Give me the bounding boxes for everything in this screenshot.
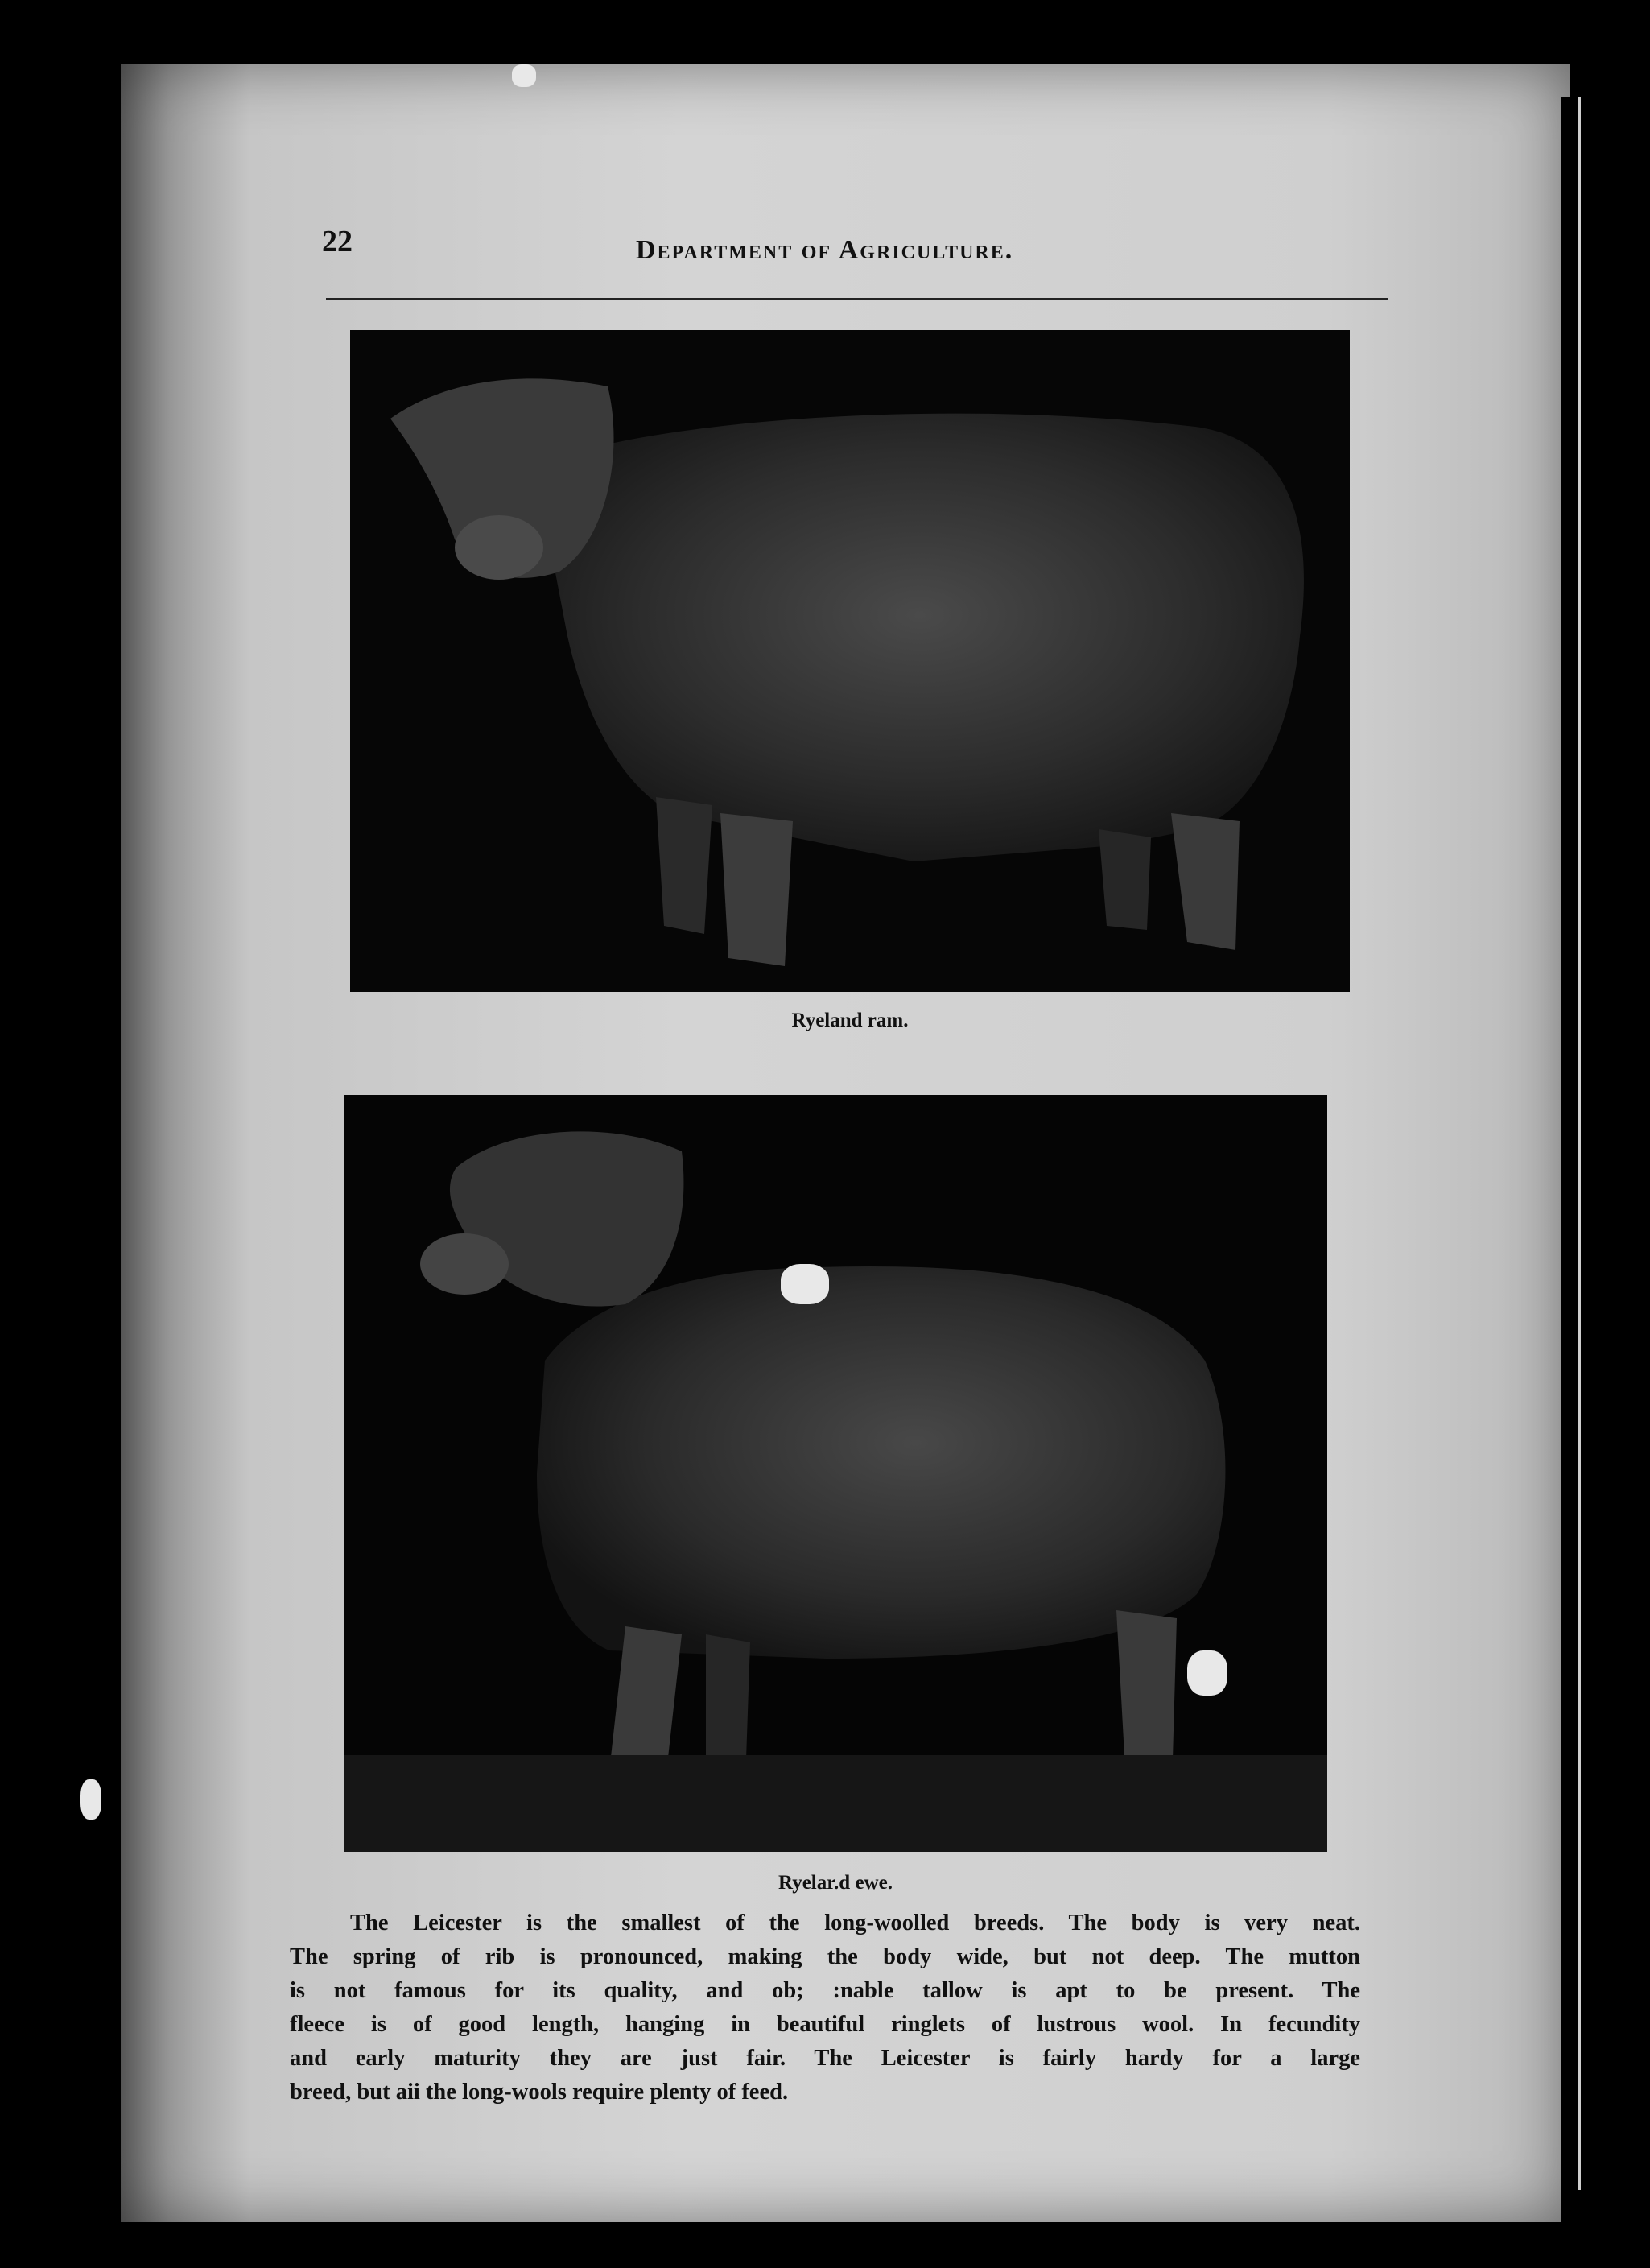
body-line: fleece is of good length, hanging in beautiful ringlets of lustrous wool. In fecundity: [290, 2012, 1360, 2037]
page-number: 22: [322, 225, 353, 258]
running-head: Department of Agriculture.: [636, 235, 1014, 265]
body-line: The Leicester is the smallest of the long-woolled breeds. The body is very neat.: [350, 1911, 1360, 1935]
header-rule: [326, 298, 1388, 300]
ryeland-ram-photo: [350, 330, 1350, 992]
ewe-illustration: [344, 1095, 1327, 1852]
body-paragraph: [290, 1907, 1360, 2109]
body-line: breed, but aii the long-wools require plenty of feed.: [290, 2080, 789, 2105]
scan-speck: [80, 1779, 101, 1820]
figure-caption-ewe: Ryelar.d ewe.: [778, 1872, 893, 1894]
body-line: is not famous for its quality, and ob; :nable tallow is apt to be present. The: [290, 1978, 1360, 2003]
figure-caption-ram: Ryeland ram.: [791, 1010, 909, 1031]
page-fold-line: [1578, 97, 1581, 2190]
ram-illustration: [350, 330, 1350, 992]
scan-speck: [781, 1264, 829, 1304]
scan-speck: [1187, 1650, 1227, 1696]
body-line: and early maturity they are just fair. The Leicester is fairly hardy for a large: [290, 2046, 1360, 2071]
body-line: The spring of rib is pronounced, making the body wide, but not deep. The mutton: [290, 1944, 1360, 1969]
scan-speck: [512, 64, 536, 87]
ryeland-ewe-photo: [344, 1095, 1327, 1852]
facing-page-edge: [1561, 97, 1650, 2268]
